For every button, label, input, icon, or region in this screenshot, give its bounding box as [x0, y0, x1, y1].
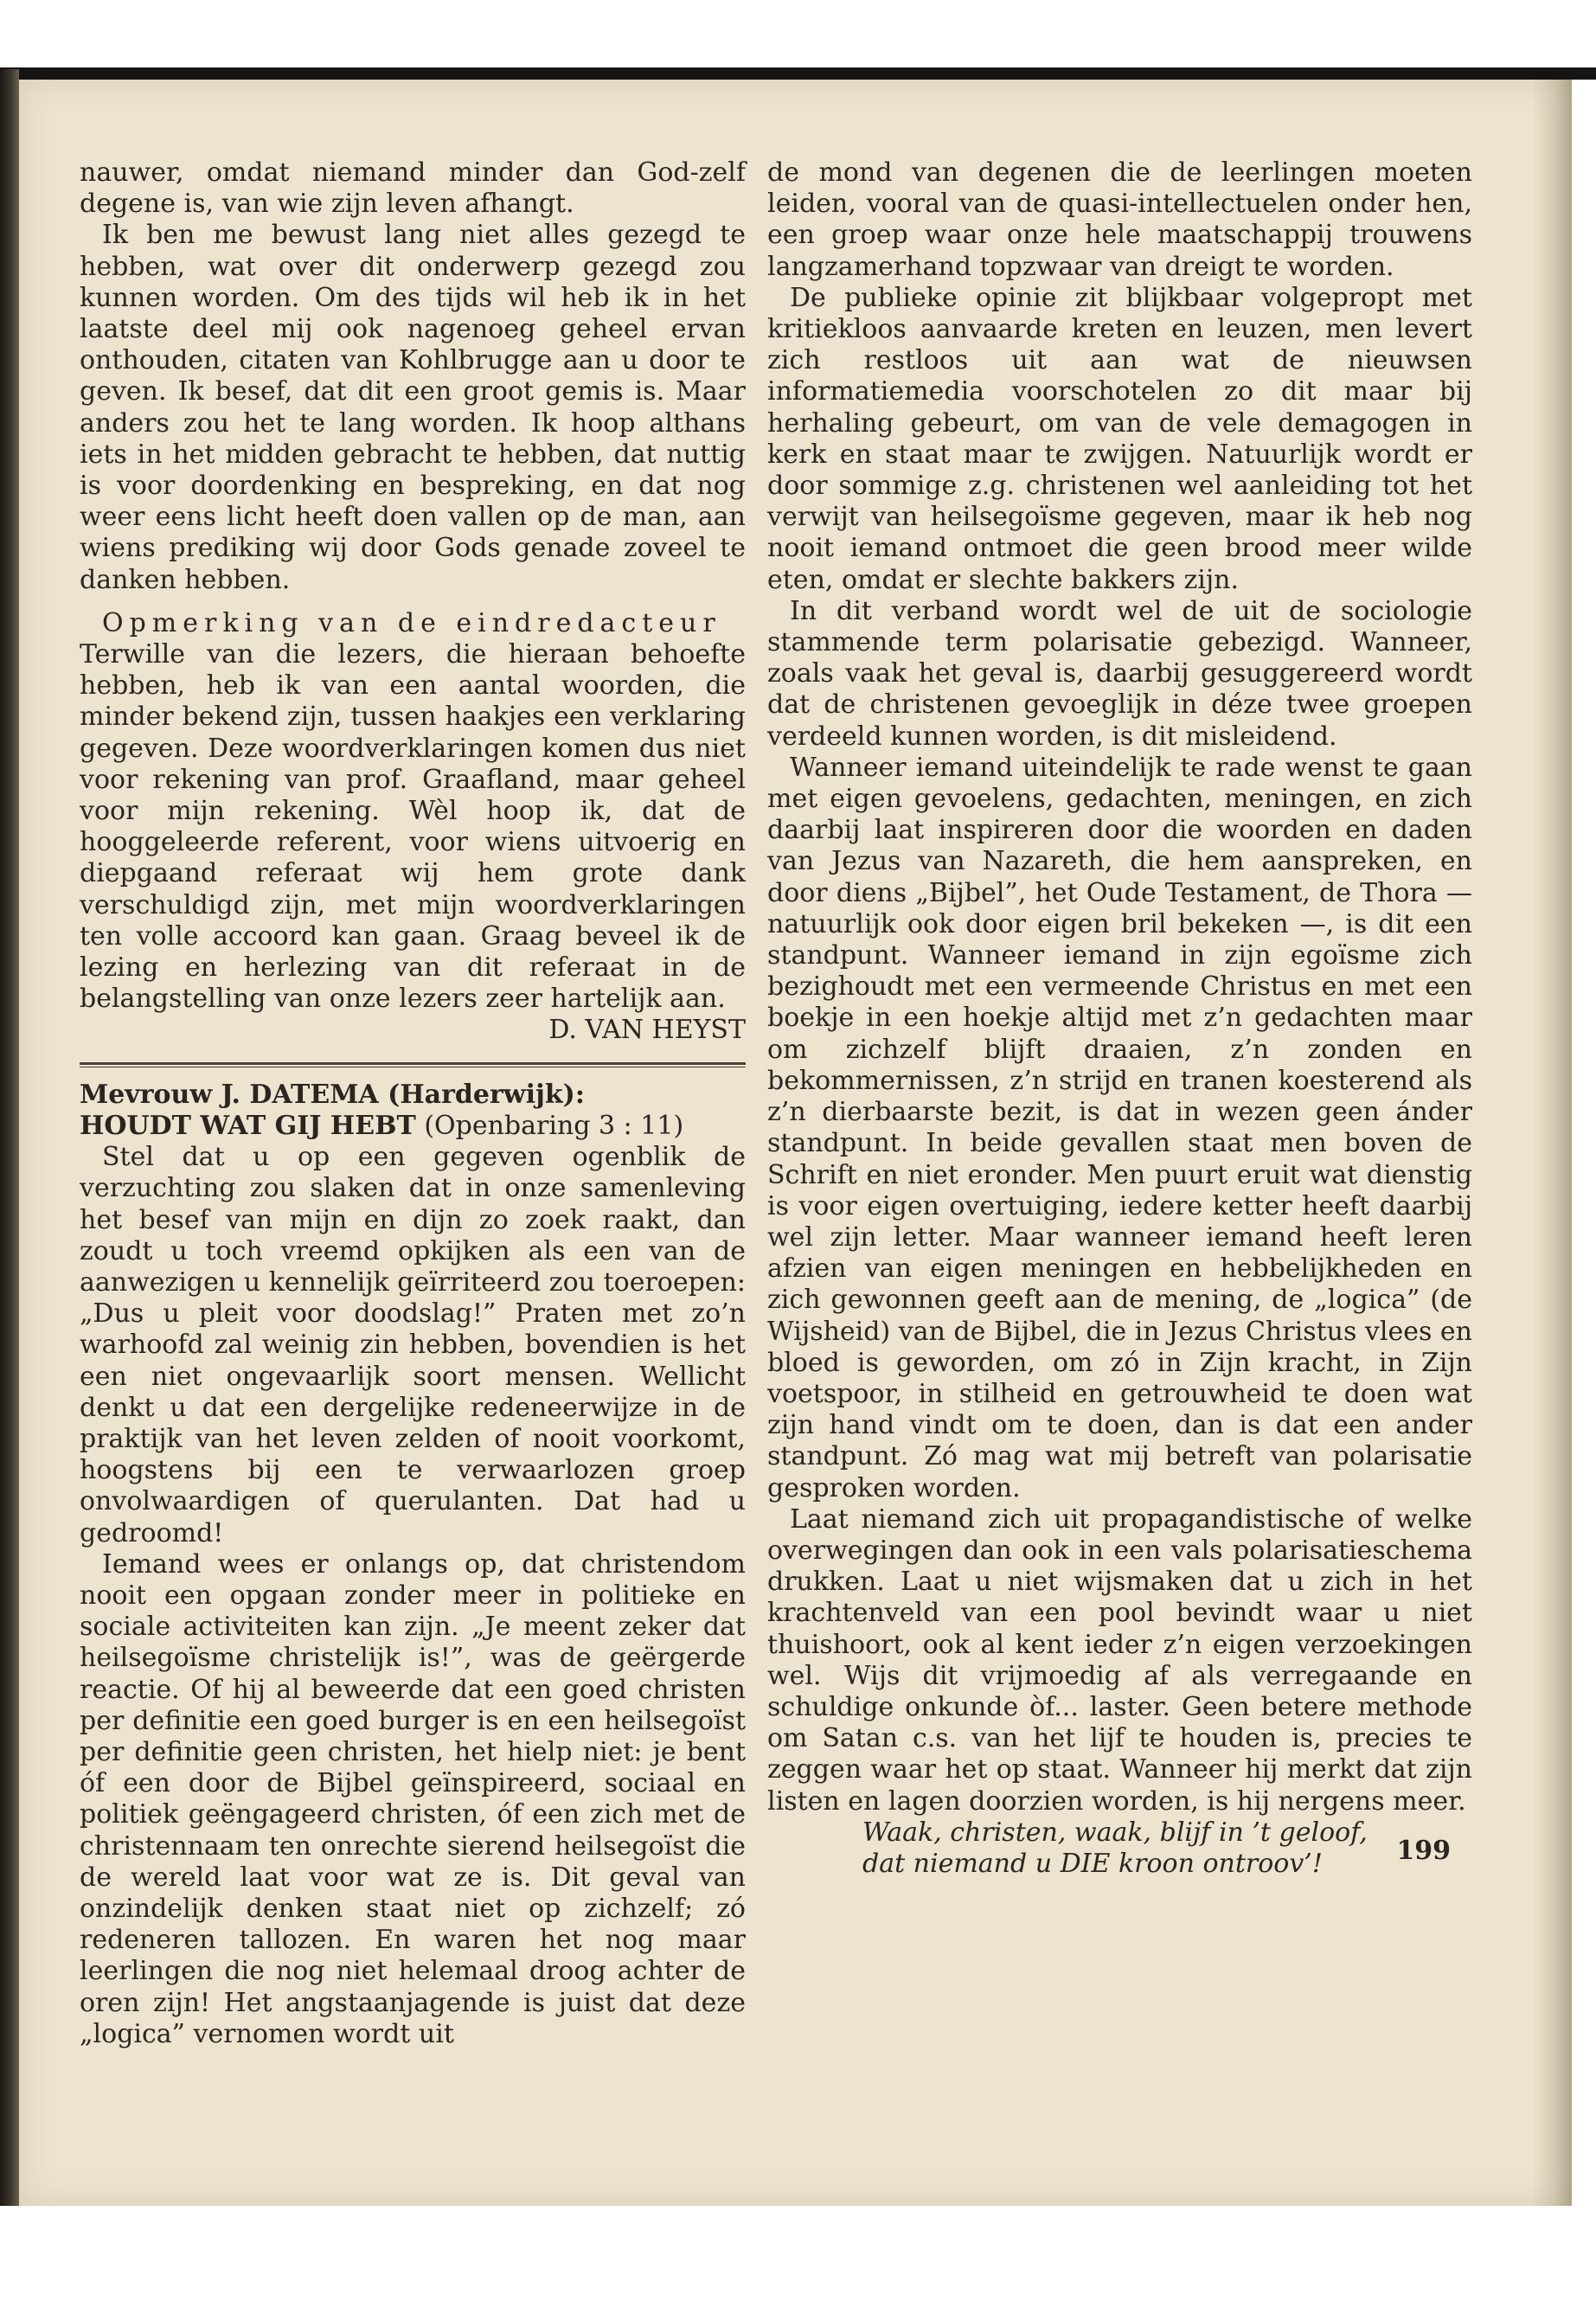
page-number: 199 — [1396, 1836, 1451, 1866]
article-title-reference: (Openbaring 3 : 11) — [424, 1110, 684, 1141]
article-paragraph-2: Iemand wees er onlangs op, dat christendom nooit een opgaan zonder meer in politieke en sociale activiteiten kan zijn. „Je meent zeker dat heilsegoïsme christelijk is!”, was de geërgerde reactie. Of hij al beweerde dat een goed christen per definitie een goed burger is en een heilsegoïst per definitie geen christen, het hielp niet: je bent óf een door de Bijbel geïnspireerd, sociaal en politiek geëngageerd christen, óf een zich met de christennaam ten onrechte sierend heilsegoïst die de wereld laat voor wat ze is. Dit geval van onzindelijk denken staat niet op zichzelf; zó redeneren tallozen. En waren het nog maar leerlingen die nog niet helemaal droog achter de oren zijn! Het angstaanjagende is juist dat deze „logica” vernomen wordt uit — [80, 1548, 746, 2049]
left-paragraph-1: nauwer, omdat niemand minder dan God-zelf degene is, van wie zijn leven afhangt. — [80, 157, 746, 220]
scan-top-edge — [0, 67, 1596, 80]
article-title: HOUDT WAT GIJ HEBT — [80, 1110, 416, 1141]
article-author: Mevrouw J. DATEMA (Harderwijk): — [80, 1079, 585, 1110]
book-page — [19, 80, 1572, 2206]
page-curl-shadow — [1532, 80, 1572, 2206]
right-column — [767, 157, 1472, 1880]
closing-quote-line-1: Waak, christen, waak, blijf in ’t geloof, — [862, 1817, 1368, 1848]
book-binding-edge — [0, 69, 19, 2206]
right-paragraph-2: De publieke opinie zit blijkbaar volgepropt met kritiekloos aanvaarde kreten en leuzen, men levert zich restloos uit aan wat de nieuwsen informatiemedia voorschotelen zo dit maar bij herhaling gebeurt, om van de vele demagogen in kerk en staat maar te zwijgen. Natuurlijk wordt er door sommige z.g. christenen wel aanleiding tot het verwijt van heilsegoïsme gegeven, maar ik heb nog nooit iemand ontmoet die geen brood meer wilde eten, omdat er slechte bakkers zijn. — [767, 282, 1472, 595]
editor-note-text: Terwille van die lezers, die hieraan behoefte hebben, heb ik van een aantal woorden, die minder bekend zijn, tussen haakjes een verklaring gegeven. Deze woordverklaringen komen dus niet voor rekening van prof. Graafland, maar geheel voor mijn rekening. Wèl hoop ik, dat de hooggeleerde referent, voor wiens uitvoerig en diepgaand referaat wij hem grote dank verschuldigd zijn, met mijn woordverklaringen ten volle accoord kan gaan. Graag beveel ik de lezing en herlezing van dit referaat in de belangstelling van onze lezers zeer hartelijk aan. — [80, 639, 746, 1015]
closing-quote-line-2: dat niemand u DIE kroon ontroov’! — [862, 1848, 1323, 1879]
article-title-line — [80, 1111, 746, 1142]
right-paragraph-4: Wanneer iemand uiteindelijk te rade wenst te gaan met eigen gevoelens, gedachten, meningen, en zich daarbij laat inspireren door die woorden en daden van Jezus van Nazareth, die hem aanspreken, en door diens „Bijbel”, het Oude Testament, de Thora — natuurlijk ook door eigen bril bekeken —, is dit een standpunt. Wanneer iemand in zijn egoïsme zich bezighoudt met een vermeende Christus en met een boekje in een hoekje altijd met z’n gedachten maar om zichzelf blijft draaien, z’n zonden en bekommernissen, z’n strijd en tranen koesterend als z’n dierbaarste bezit, is dat in wezen geen ánder standpunt. In beide gevallen staat men boven de Schrift en niet eronder. Men puurt eruit wat dienstig is voor eigen overtuiging, iedere ketter heeft daarbij wel zijn letter. Maar wanneer iemand heeft leren afzien van eigen meningen en hebbelijkheden en zich gewonnen geeft aan de mening, de „logica” (de Wijsheid) van de Bijbel, die in Jezus Christus vlees en bloed is geworden, om zó in Zijn kracht, in Zijn voetspoor, in stilheid en getrouwheid te doen wat zijn hand vindt om te doen, dan is dat een ander standpunt. Zó mag wat mij betreft van polarisatie gesproken worden. — [767, 752, 1472, 1503]
editor-signature: D. VAN HEYST — [548, 1015, 746, 1046]
article-paragraph-1: Stel dat u op een gegeven ogenblik de verzuchting zou slaken dat in onze samenleving het besef van mijn en dijn zo zoek raakt, dan zoudt u toch vreemd opkijken als een van de aanwezigen u kennelijk geïrriteerd zou toeroepen: „Dus u pleit voor doodslag!” Praten met zo’n warhoofd zal weinig zin hebben, bovendien is het een niet ongevaarlijk soort mensen. Wellicht denkt u dat een dergelijke redeneerwijze in de praktijk van het leven zelden of nooit voorkomt, hoogstens bij een te verwaarlozen groep onvolwaardigen of querulanten. Dat had u gedroomd! — [80, 1142, 746, 1548]
right-paragraph-5: Laat niemand zich uit propagandistische of welke overwegingen dan ook in een vals polarisatieschema drukken. Laat u niet wijsmaken dat u zich in het krachtenveld van een pool bevindt waar u niet thuishoort, ook al kent ieder z’n eigen verzoekingen wel. Wijs dit vrijmoedig af als verregaande en schuldige onkunde òf... laster. Geen betere methode om Satan c.s. van het lijf te houden is, precies te zeggen waar het op staat. Wanneer hij merkt dat zijn listen en lagen doorzien worden, is hij nergens meer. — [767, 1503, 1472, 1817]
editor-note-heading: Opmerking van de eindredacteur — [102, 607, 721, 638]
right-paragraph-3: In dit verband wordt wel de uit de sociologie stammende term polarisatie gebezigd. Wanneer, zoals vaak het geval is, daarbij gesuggereerd wordt dat de christenen gevoeglijk in déze twee groepen verdeeld kunnen worden, is dit misleidend. — [767, 595, 1472, 752]
closing-quote — [767, 1817, 1472, 1880]
right-paragraph-1: de mond van degenen die de leerlingen moeten leiden, vooral van de quasi-intellectuelen onder hen, een groep waar onze hele maatschappij trouwens langzamerhand topzwaar van dreigt te worden. — [767, 157, 1472, 282]
left-column — [80, 157, 746, 2050]
section-divider — [80, 1062, 746, 1067]
left-paragraph-2: Ik ben me bewust lang niet alles gezegd te hebben, wat over dit onderwerp gezegd zou kunnen worden. Om des tijds wil heb ik in het laatste deel mij ook nagenoeg geheel ervan onthouden, citaten van Kohlbrugge aan u door te geven. Ik besef, dat dit een groot gemis is. Maar anders zou het te lang worden. Ik hoop althans iets in het midden gebracht te hebben, dat nuttig is voor doordenking en bespreking, en dat nog weer eens licht heeft doen vallen op de man, aan wiens prediking wij door Gods genade zoveel te danken hebben. — [80, 220, 746, 595]
